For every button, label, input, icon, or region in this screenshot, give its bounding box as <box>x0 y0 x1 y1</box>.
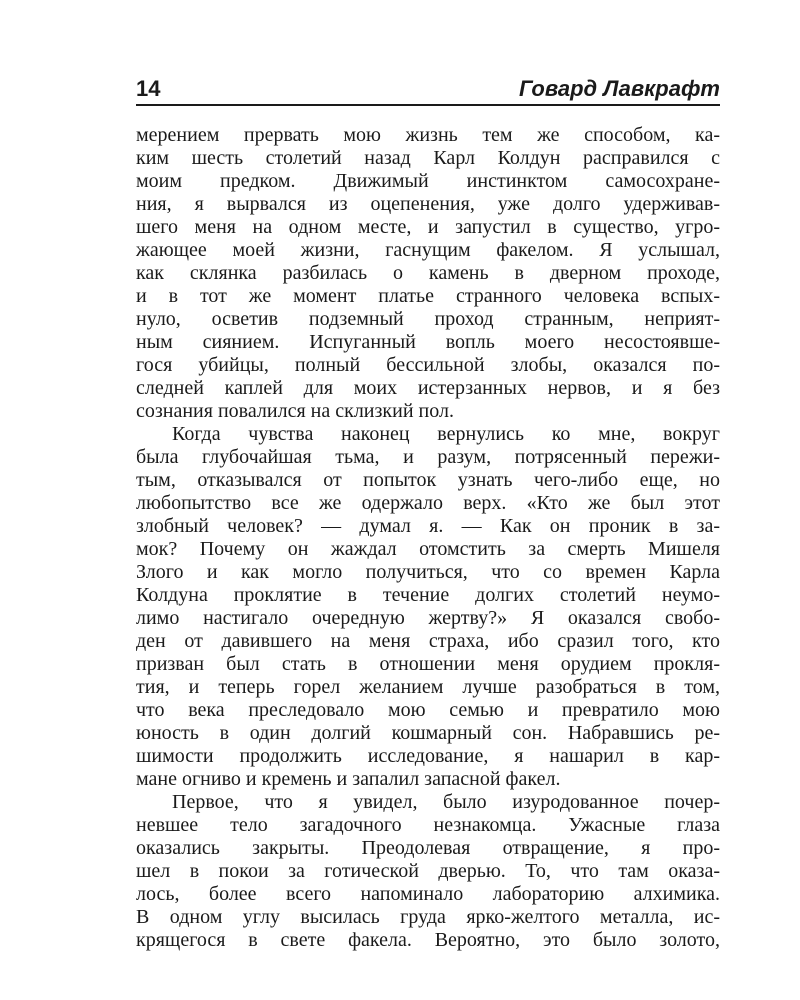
text-line: мане огниво и кремень и запалил запасной факел. <box>136 768 561 790</box>
text-line: мерением прервать мою жизнь тем же способом, ка- <box>136 124 720 146</box>
text-line: была глубочайшая тьма, и разум, потрясенный пережи- <box>136 446 720 468</box>
text-line: злобный человек? — думал я. — Как он проник в за- <box>136 515 720 537</box>
body-text <box>136 124 720 952</box>
text-line: моим предком. Движимый инстинктом самосохране- <box>136 170 720 192</box>
text-line: следней каплей для моих истерзанных нервов, и я без <box>136 377 720 399</box>
text-line: что века преследовало мою семью и превратило мою <box>136 699 720 721</box>
text-line: гося убийцы, полный бессильной злобы, оказался по- <box>136 354 720 376</box>
text-line: шего меня на одном месте, и запустил в существо, угро- <box>136 216 720 238</box>
text-line: тым, отказывался от попыток узнать чего-либо еще, но <box>136 469 720 491</box>
text-line: шимости продолжить исследование, я нашарил в кар- <box>136 745 720 767</box>
page-number: 14 <box>136 76 161 101</box>
text-line: тия, и теперь горел желанием лучше разобраться в том, <box>136 676 720 698</box>
text-line: крящегося в свете факела. Вероятно, это было золото, <box>136 929 720 951</box>
text-line: жающее моей жизни, гаснущим факелом. Я услышал, <box>136 239 720 261</box>
running-head <box>136 70 720 106</box>
text-line: Первое, что я увидел, было изуродованное почер- <box>172 791 720 813</box>
text-line: любопытство все же одержало верх. «Кто же был этот <box>136 492 720 514</box>
text-line: ным сиянием. Испуганный вопль моего несостоявше- <box>136 331 720 353</box>
text-line: невшее тело загадочного незнакомца. Ужасные глаза <box>136 814 720 836</box>
text-line: ния, я вырвался из оцепенения, уже долго удерживав- <box>136 193 720 215</box>
text-line: лось, более всего напоминало лабораторию алхимика. <box>136 883 720 905</box>
book-page <box>136 70 720 952</box>
running-head-author: Говард Лавкрафт <box>519 76 720 101</box>
text-line: ден от давившего на меня страха, ибо сразил того, кто <box>136 630 720 652</box>
text-line: сознания повалился на склизкий пол. <box>136 400 454 422</box>
text-line: как склянка разбилась о камень в дверном проходе, <box>136 262 720 284</box>
text-line: лимо настигало очередную жертву?» Я оказался свобо- <box>136 607 720 629</box>
text-line: Колдуна проклятие в течение долгих столетий неумо- <box>136 584 720 606</box>
text-line: и в тот же момент платье странного человека вспых- <box>136 285 720 307</box>
text-line: оказались закрыты. Преодолевая отвращение, я про- <box>136 837 720 859</box>
text-line: призван был стать в отношении меня орудием прокля- <box>136 653 720 675</box>
text-line: нуло, осветив подземный проход странным, неприят- <box>136 308 720 330</box>
text-line: Злого и как могло получиться, что со времен Карла <box>136 561 720 583</box>
text-line: Когда чувства наконец вернулись ко мне, вокруг <box>172 423 720 445</box>
text-line: ким шесть столетий назад Карл Колдун расправился с <box>136 147 720 169</box>
text-line: мок? Почему он жаждал отомстить за смерть Мишеля <box>136 538 720 560</box>
text-line: шел в покои за готической дверью. То, что там оказа- <box>136 860 720 882</box>
text-line: В одном углу высилась груда ярко-желтого металла, ис- <box>136 906 720 928</box>
text-line: юность в один долгий кошмарный сон. Набравшись ре- <box>136 722 720 744</box>
